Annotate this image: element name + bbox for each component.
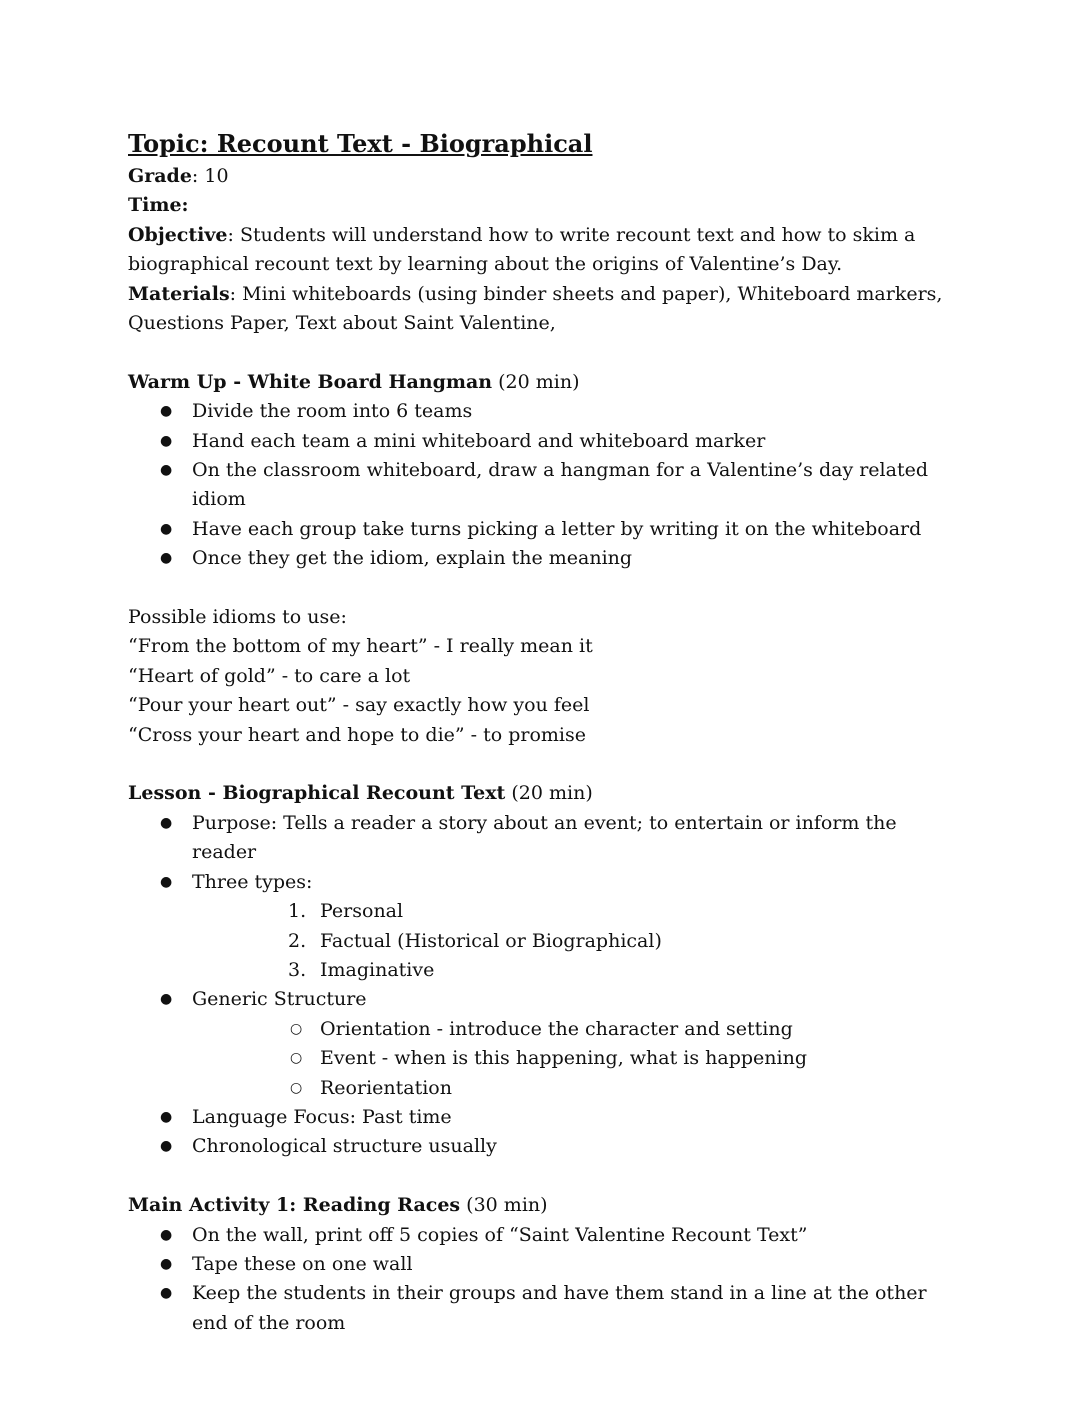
warmup-heading: Warm Up - White Board Hangman	[128, 370, 493, 393]
list-item: ● Divide the room into 6 teams	[128, 397, 958, 426]
bullet-icon: ●	[160, 1226, 173, 1243]
bullet-icon: ●	[160, 873, 173, 890]
materials-label: Materials	[128, 282, 230, 305]
bullet-icon: ●	[160, 991, 173, 1008]
list-item: ● Generic Structure ○ Orientation - introduce the character and setting ○ Event - when is this happening, what is happening ○ Reorientation	[128, 985, 958, 1103]
idioms-intro: Possible idioms to use:	[128, 606, 347, 629]
list-item: ● Three types: 1. Personal 2. Factual (Historical or Biographical) 3. Imaginative	[128, 868, 958, 986]
objective-line	[128, 221, 958, 280]
idiom-item: “Cross your heart and hope to die” - to promise	[128, 723, 586, 746]
bullet-icon: ●	[160, 814, 173, 831]
list-item: ● Tape these on one wall	[128, 1250, 958, 1279]
warmup-duration: (20 min)	[492, 370, 580, 393]
list-item: ● Have each group take turns picking a letter by writing it on the whiteboard	[128, 515, 958, 544]
bullet-icon: ●	[160, 1285, 173, 1302]
list-item: ● On the classroom whiteboard, draw a hangman for a Valentine’s day related idiom	[128, 456, 958, 515]
materials-text: : Mini whiteboards (using binder sheets and paper), Whiteboard markers, Questions Paper, Text about Saint Valentine,	[128, 282, 943, 335]
activity1-heading: Main Activity 1: Reading Races	[128, 1194, 461, 1217]
lesson-heading: Lesson - Biographical Recount Text	[128, 782, 506, 805]
list-item: ○ Event - when is this happening, what is happening	[192, 1044, 958, 1073]
page-title: Topic: Recount Text - Biographical	[128, 129, 593, 158]
activity1-heading-line	[128, 1191, 958, 1220]
list-item: ● Chronological structure usually	[128, 1132, 958, 1161]
lesson-heading-line	[128, 779, 958, 808]
activity1-list	[128, 1221, 958, 1339]
objective-label: Objective	[128, 223, 228, 246]
grade-value: : 10	[191, 165, 229, 187]
list-item: ● Once they get the idiom, explain the meaning	[128, 544, 958, 573]
grade-label: Grade	[128, 165, 192, 187]
idiom-item: “From the bottom of my heart” - I really mean it	[128, 635, 593, 658]
list-item: ● Keep the students in their groups and have them stand in a line at the other end of the room	[128, 1279, 958, 1338]
bullet-icon: ●	[160, 520, 173, 537]
idiom-item: “Pour your heart out” - say exactly how you feel	[128, 694, 590, 717]
time-line	[128, 191, 958, 220]
lesson-list	[128, 809, 958, 1162]
bullet-icon: ●	[160, 550, 173, 567]
circle-bullet-icon: ○	[290, 1050, 303, 1067]
circle-bullet-icon: ○	[290, 1020, 303, 1037]
bullet-icon: ●	[160, 432, 173, 449]
idiom-item: “Heart of gold” - to care a lot	[128, 664, 411, 687]
bullet-icon: ●	[160, 1108, 173, 1125]
bullet-icon: ●	[160, 1138, 173, 1155]
document-page	[128, 126, 958, 1338]
list-item: 3. Imaginative	[288, 958, 435, 981]
list-item: 2. Factual (Historical or Biographical)	[288, 929, 662, 952]
structure-list	[192, 1015, 958, 1103]
bullet-icon: ●	[160, 403, 173, 420]
activity1-duration: (30 min)	[460, 1194, 548, 1217]
grade-line	[128, 162, 958, 191]
list-item: ● On the wall, print off 5 copies of “Saint Valentine Recount Text”	[128, 1221, 958, 1250]
warmup-list	[128, 397, 958, 573]
materials-line	[128, 280, 958, 339]
types-list	[192, 897, 958, 985]
bullet-icon: ●	[160, 1255, 173, 1272]
bullet-icon: ●	[160, 462, 173, 479]
list-item: ○ Reorientation	[192, 1074, 958, 1103]
list-item: ● Language Focus: Past time	[128, 1103, 958, 1132]
lesson-duration: (20 min)	[505, 782, 593, 805]
time-label: Time:	[128, 194, 189, 217]
circle-bullet-icon: ○	[290, 1079, 303, 1096]
list-item: 1. Personal	[288, 900, 404, 923]
warmup-heading-line	[128, 368, 958, 397]
list-item: ● Purpose: Tells a reader a story about an event; to entertain or inform the reader	[128, 809, 958, 868]
objective-text: : Students will understand how to write recount text and how to skim a biographical recount text by learning about the origins of Valentine’s Day.	[128, 223, 916, 276]
list-item: ● Hand each team a mini whiteboard and whiteboard marker	[128, 427, 958, 456]
list-item: ○ Orientation - introduce the character and setting	[192, 1015, 958, 1044]
